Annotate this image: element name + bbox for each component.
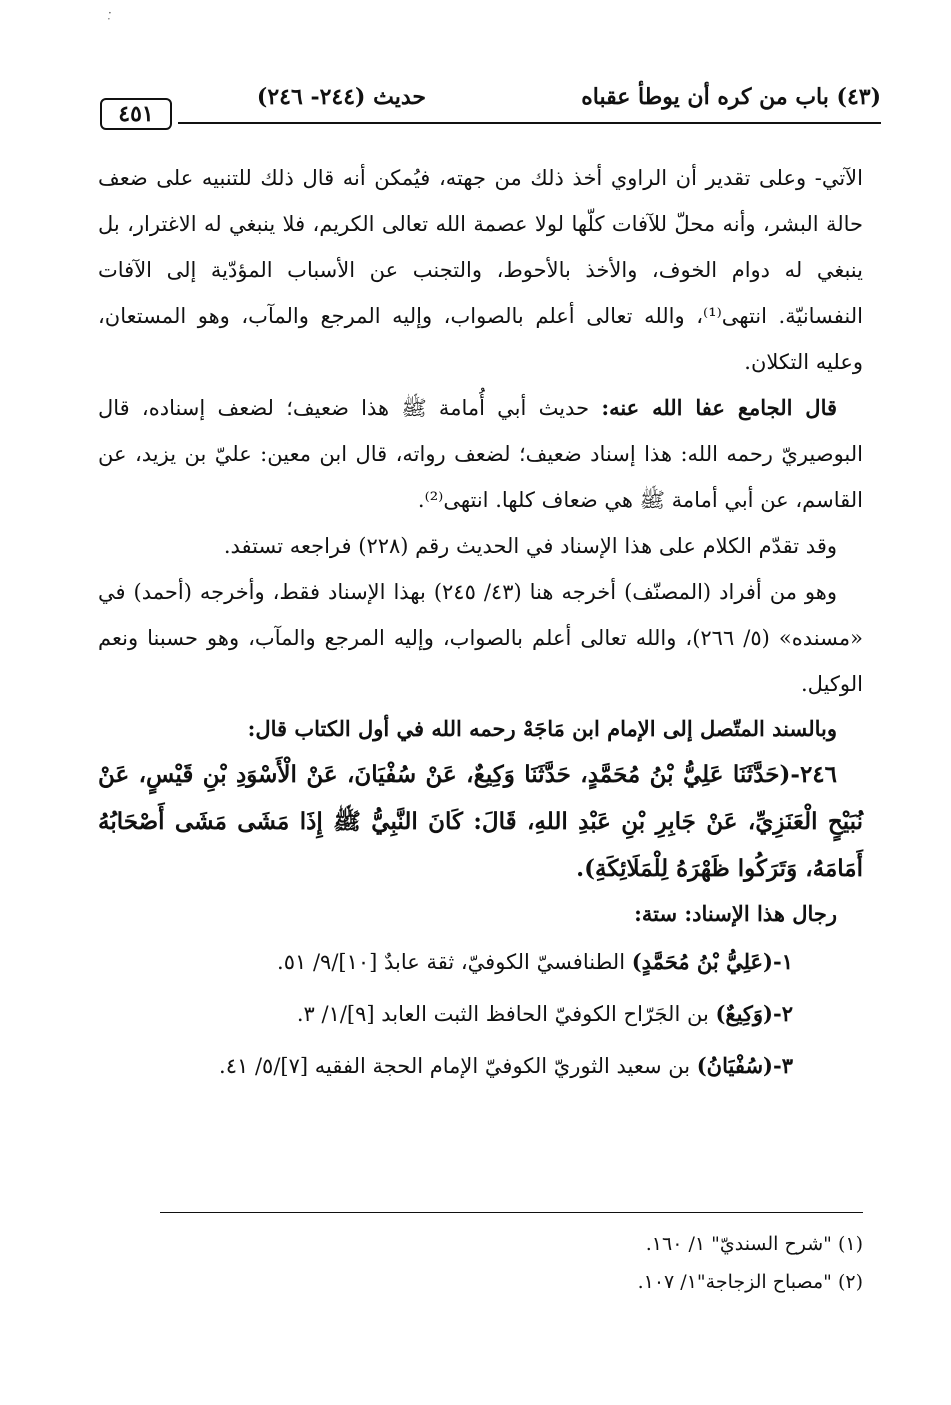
narrator-desc: الطنافسيّ الكوفيّ، ثقة عابدٌ [١٠]/٩/ ٥١. xyxy=(277,950,632,974)
hadith-text: ٢٤٦-(حَدَّثَنَا عَلِيُّ بْنُ مُحَمَّدٍ، حَدَّثَنَا وَكِيعٌ، عَنْ سُفْيَانَ، عَنْ الْأَسْوَدِ بْنِ قَيْسٍ، عَنْ نُبَيْحٍ الْعَنَزِيِّ، عَنْ جَابِرِ بْنِ عَبْدِ اللهِ، قَالَ: كَانَ النَّبِيُّ ﷺ إِذَا مَشَى مَشَى أَصْحَابُهُ أَمَامَهُ، وَتَرَكُوا ظَهْرَهُ لِلْمَلَائِكَةِ). xyxy=(98,761,863,882)
footnote-rule xyxy=(160,1212,863,1213)
chapter-title: (٤٣) باب من كره أن يوطأ عقباه xyxy=(581,84,881,110)
footnote-2: (٢) "مصباح الزجاجة"١/ ١٠٧. xyxy=(637,1271,863,1293)
header-rule xyxy=(178,122,881,124)
paragraph-1: الآتي- وعلى تقدير أن الراوي أخذ ذلك من جهته، فيُمكن أنه قال ذلك للتنبيه على ضعف حالة البشر، وأنه محلّ للآفات كلّها لولا عصمة الله تعالى الكريم، فلا ينبغي له الاغترار، بل ينبغي له دوام الخوف، والأخذ بالأحوط، والتجنب عن الأسباب المؤدّية إلى الآفات النفسانيّة. انتهى⁽¹⁾، والله تعالى أعلم بالصواب، وإليه المرجع والمآب، وهو المستعان، وعليه التكلان. xyxy=(98,166,863,374)
paragraph-3: وقد تقدّم الكلام على هذا الإسناد في الحديث رقم (٢٢٨) فراجعه تستفد. xyxy=(223,534,837,558)
footnote-1: (١) "شرح السنديّ" ١/ ١٦٠. xyxy=(645,1233,863,1255)
compiler-note-lead: قال الجامع عفا الله عنه: xyxy=(601,395,838,420)
narrator-3 xyxy=(98,1040,863,1092)
narrator-1 xyxy=(98,936,863,988)
running-header xyxy=(100,78,881,130)
narrator-name: ٣-(سُفْيَانُ) xyxy=(696,1053,793,1078)
paragraph-2 xyxy=(98,385,863,523)
narrator-name: ٢-(وَكِيعٌ) xyxy=(715,1001,793,1026)
rijal-heading: رجال هذا الإسناد: ستة: xyxy=(634,901,837,926)
narrator-name: ١-(عَلِيُّ بْنُ مُحَمَّدٍ) xyxy=(631,949,793,974)
footnotes xyxy=(98,1225,863,1301)
page-number: ٤٥١ xyxy=(100,98,172,130)
paragraph-4: وهو من أفراد (المصنّف) أخرجه هنا (٤٣/ ٢٤٥) بهذا الإسناد فقط، وأخرجه (أحمد) في «مسنده» (٥/ ٢٦٦)، والله تعالى أعلم بالصواب، وإليه المرجع والمآب، وهو حسبنا ونعم الوكيل. xyxy=(98,580,863,696)
hadith-range: حديث (٢٤٤- ٢٤٦) xyxy=(256,84,426,110)
page-body xyxy=(98,155,863,1092)
narrator-desc: بن الجَرّاح الكوفيّ الحافظ الثبت العابد [٩]/١/ ٣. xyxy=(296,1002,716,1026)
paragraph-2-text: حديث أبي أُمامة ﷺ هذا ضعيف؛ لضعف إسناده، قال البوصيريّ رحمه الله: هذا إسناد ضعيف؛ لضعف رواته، قال ابن معين: عليّ بن يزيد، عن القاسم، عن أبي أمامة ﷺ هي ضعاف كلها. انتهى⁽²⁾. xyxy=(98,396,863,512)
sanad-heading: وبالسند المتّصل إلى الإمام ابن مَاجَهْ رحمه الله في أول الكتاب قال: xyxy=(247,716,837,741)
scan-speck: ·̣ xyxy=(108,6,112,20)
narrator-desc: بن سعيد الثوريّ الكوفيّ الإمام الحجة الفقيه [٧]/٥/ ٤١. xyxy=(219,1054,697,1078)
narrator-2 xyxy=(98,988,863,1040)
